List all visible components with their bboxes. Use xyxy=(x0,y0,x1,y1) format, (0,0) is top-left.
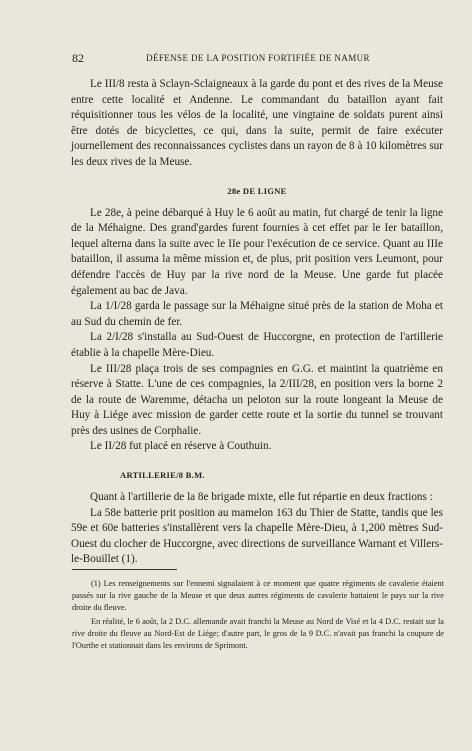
paragraph: Le 28e, à peine débarqué à Huy le 6 août au matin, fut chargé de tenir la ligne de la Méhaigne. Des grand'gardes furent fournies à cet effet par le Ier bataillon, lequel alterna dans la suite avec le IIe pour l'exécution de ce service. Quant au IIIe bataillon, il assuma la même mission et, de plus, prit position vers Leumont, pour défendre l'accès de Huy par la rive nord de la Meuse. Une garde fut placée également au bac de Java. xyxy=(71,206,443,297)
footnote: En réalité, le 6 août, la 2 D.C. allemande avait franchi la Meuse au Nord de Visé et la 4 D.C. restait sur la rive droite du fleuve au Nord-Est de Liége; d'autre part, le gros de la 9 D.C. n'avait pas franchi la coupure de l'Ourthe et stationnait dans les environs de Sprimont. xyxy=(72,617,444,650)
paragraph: Quant à l'artillerie de la 8e brigade mixte, elle fut répartie en deux fractions : xyxy=(90,491,433,504)
footnote: (1) Les renseignements sur l'ennemi signalaient à ce moment que quatre régiments de cavalerie étaient passés sur la rive gauche de la Meuse et que deux autres régiments de cavalerie battaient le pays sur la rive droite du fleuve. xyxy=(72,579,444,612)
spacer xyxy=(71,455,443,468)
section-heading-28e-ligne: 28e DE LIGNE xyxy=(227,185,287,196)
running-head: DÉFENSE DE LA POSITION FORTIFIÉE DE NAMUR xyxy=(146,53,370,63)
paragraph: La 58e batterie prit position au mamelon 163 du Thier de Statte, tandis que les 59e et 60e batteries s'installèrent vers la chapelle Mère-Dieu, à 1,200 mètres Sud-Ouest du clocher de Huccorgne, avec directions de surveillance Warnant et Villers-le-Bouillet (1). xyxy=(71,506,443,566)
paragraph: La 2/I/28 s'installa au Sud-Ouest de Huccorgne, en protection de l'artillerie établie à la chapelle Mère-Dieu. xyxy=(71,331,443,359)
spacer xyxy=(71,482,443,490)
spacer xyxy=(71,198,443,206)
paragraph: Le III/8 resta à Sclayn-Sclaigneaux à la garde du pont et des rives de la Meuse entre cette localité et Andenne. Le commandant du bataillon ayant fait réquisitionner tous les vélos de la localité, une vingtaine de soldats purent ainsi être dotés de bicyclettes, ce qui, dans la suite, permit de faire exécuter journellement des reconnaissances cyclistes dans un rayon de 8 à 10 kilomètres sur les deux rives de la Meuse. xyxy=(71,78,443,168)
page-body xyxy=(71,77,443,568)
paragraph: La 1/I/28 garda le passage sur la Méhaigne situé près de la station de Moha et au Sud du chemin de fer. xyxy=(71,300,443,328)
section-heading-artillerie: ARTILLERIE/8 B.M. xyxy=(120,470,205,481)
paragraph: Le II/28 fut placé en réserve à Couthuin. xyxy=(90,440,272,453)
footnotes xyxy=(72,578,444,654)
page-number: 82 xyxy=(72,51,84,65)
paragraph: Le III/28 plaça trois de ses compagnies en G.G. et maintint la quatrième en réserve à Statte. L'une de ces compagnies, la 2/III/28, en position vers la borne 2 de la route de Waremme, détacha un peloton sur la route longeant la Meuse de Huy à Liége avec mission de garder cette route et la sortie du tunnel se trouvant près des usines de Corphalie. xyxy=(71,362,443,437)
page-header xyxy=(72,51,444,67)
spacer xyxy=(71,171,443,184)
footnote-divider xyxy=(72,569,177,570)
